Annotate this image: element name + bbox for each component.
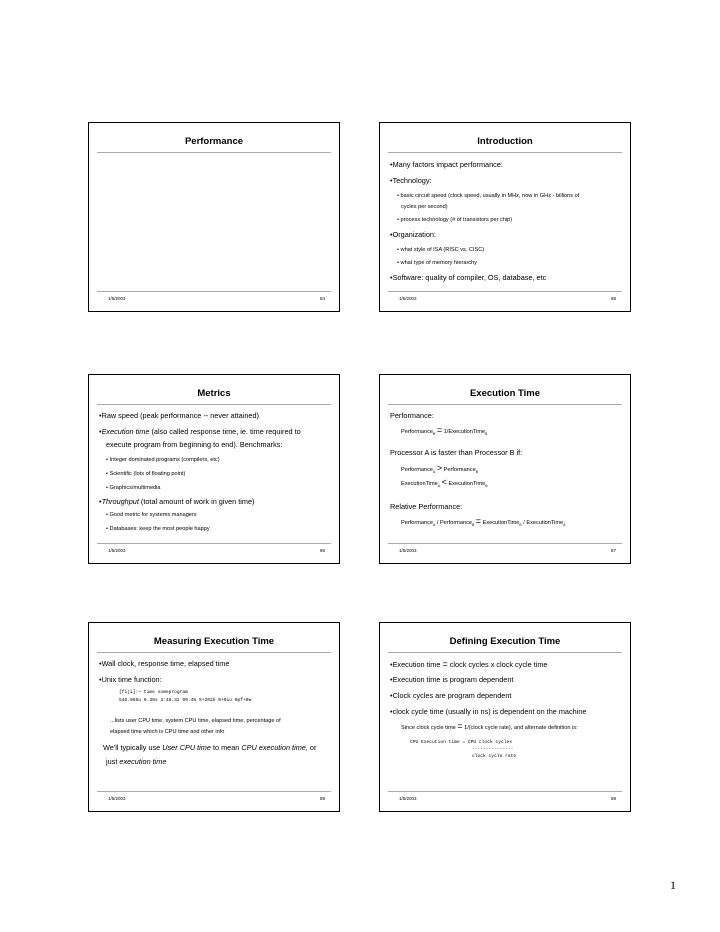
slide-title: Measuring Execution Time — [153, 636, 275, 647]
text-line: Since clock cycle time = 1/(clock cycle rate), and alternate definition is: — [401, 721, 578, 731]
title-divider — [97, 404, 331, 405]
slide-performance — [88, 122, 340, 312]
footer-divider — [388, 791, 622, 792]
title-divider — [388, 152, 622, 153]
formula-line: Performance$_B$ = 1/ExecutionTime$_B$ — [401, 425, 488, 436]
slide-date: 1/5/2003 — [108, 548, 126, 553]
code-line: clock cycle rate — [472, 754, 517, 759]
code-line: CPU Execution time = CPU clock cycles — [410, 740, 512, 745]
bullet-item: •Software: quality of compiler, OS, database, etc — [390, 273, 547, 282]
slide-defining-execution-time — [379, 622, 631, 812]
text-line: ...lists user CPU time, system CPU time, elapsed time, percentage of — [110, 718, 281, 724]
text-line: We'll typically use User CPU time to mean CPU execution time, or — [103, 743, 317, 752]
bullet-continuation: execute program from beginning to end). Benchmarks: — [106, 440, 283, 449]
sub-bullet-continuation: cycles per second) — [401, 204, 448, 210]
text-line: Processor A is faster than Processor B if: — [390, 448, 523, 457]
bullet-item: •Many factors impact performance: — [390, 160, 503, 169]
sub-bullet-item: • Databases: keep the most people happy — [106, 526, 210, 532]
code-line: [fiji]:~ time someprogram — [119, 690, 188, 695]
footer-divider — [97, 543, 331, 544]
bullet-item: •Raw speed (peak performance -- never attained) — [99, 411, 259, 420]
slide-title: Metrics — [197, 388, 231, 399]
page-number: 1 — [670, 878, 676, 892]
sub-bullet-item: • Scientific (lots of floating point) — [106, 471, 186, 477]
text-line: Relative Performance: — [390, 502, 463, 511]
footer-divider — [388, 543, 622, 544]
slide-title: Defining Execution Time — [449, 636, 561, 647]
slide-metrics — [88, 374, 340, 564]
sub-bullet-item: • what style of ISA (RISC vs. CISC) — [397, 247, 485, 253]
bullet-item: •Unix time function: — [99, 675, 162, 684]
slide-number: 85 — [610, 296, 616, 301]
text-line: just execution time — [106, 757, 167, 766]
text-line: Performance: — [390, 411, 434, 420]
bullet-item: •Execution time is program dependent — [390, 675, 514, 684]
bullet-item: •Throughput (total amount of work in given time) — [99, 497, 255, 506]
title-divider — [388, 404, 622, 405]
slide-date: 1/5/2003 — [399, 548, 417, 553]
slide-introduction — [379, 122, 631, 312]
formula-line: Performance$_A$ > Performance$_B$ — [401, 463, 478, 474]
title-divider — [388, 652, 622, 653]
footer-divider — [97, 791, 331, 792]
slide-date: 1/5/2003 — [108, 796, 126, 801]
slide-number: 89 — [610, 796, 616, 801]
bullet-item: •Execution time (also called response time, ie. time required to — [99, 427, 301, 436]
slide-title: Execution Time — [469, 388, 541, 399]
title-divider — [97, 152, 331, 153]
bullet-item: •Organization: — [390, 230, 436, 239]
sub-bullet-item: • Integer dominated programs (compilers, etc) — [106, 457, 220, 463]
bullet-item: •clock cycle time (usually in ns) is dependent on the machine — [390, 707, 587, 716]
footer-divider — [97, 291, 331, 292]
sub-bullet-item: • what type of memory hierarchy — [397, 260, 478, 266]
sub-bullet-item: • Good metric for systems managers — [106, 512, 197, 518]
slide-number: 84 — [319, 296, 325, 301]
sub-bullet-item: • Graphics/multimedia — [106, 485, 161, 491]
footer-divider — [388, 291, 622, 292]
bullet-item: •Technology: — [390, 176, 432, 185]
sub-bullet-item: • basic circuit speed (clock speed, usually in MHz, now in GHz - billions of — [397, 193, 580, 199]
sub-bullet-item: • process technology (# of transistors per chip) — [397, 217, 513, 223]
text-line: elapsed time which is CPU time and other info — [110, 729, 225, 735]
title-divider — [97, 652, 331, 653]
slide-title: Introduction — [477, 136, 533, 147]
slide-number: 88 — [319, 796, 325, 801]
slide-date: 1/5/2003 — [108, 296, 126, 301]
bullet-item: •Execution time = clock cycles x clock cycle time — [390, 659, 548, 669]
slide-date: 1/5/2003 — [399, 796, 417, 801]
slide-date: 1/5/2003 — [399, 296, 417, 301]
slide-number: 87 — [610, 548, 616, 553]
formula-line: ExecutionTime$_A$ < ExecutionTime$_B$ — [401, 477, 488, 488]
bullet-item: •Wall clock, response time, elapsed time — [99, 659, 230, 668]
slide-number: 86 — [319, 548, 325, 553]
code-line: --------------- — [472, 747, 514, 752]
slide-execution-time — [379, 374, 631, 564]
formula-line: Performance$_A$ / Performance$_B$ = ExecutionTime$_B$ / ExecutionTime$_A$ — [401, 516, 566, 527]
code-line: 546.085u 0.39s 3:48.32 99.4% 5+202k 0+0io 0pf+0w — [119, 698, 252, 703]
slide-measuring-execution-time — [88, 622, 340, 812]
bullet-item: •Clock cycles are program dependent — [390, 691, 512, 700]
slide-title: Performance — [184, 136, 244, 147]
